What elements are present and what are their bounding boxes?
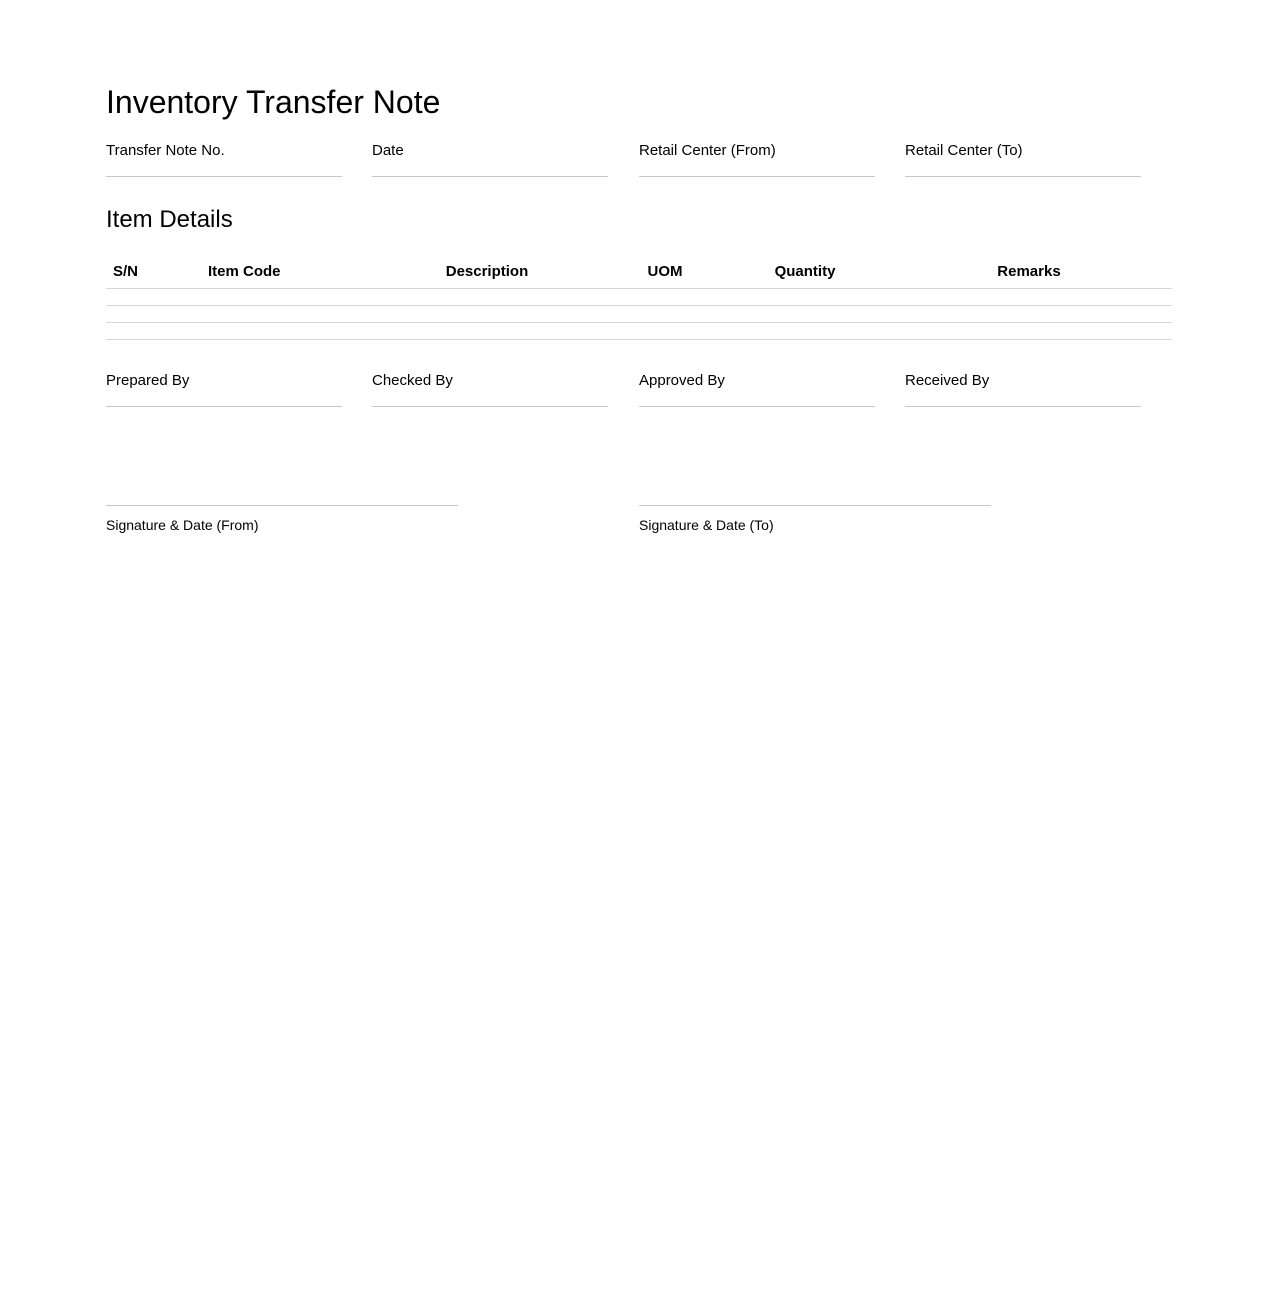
- table-cell[interactable]: [368, 289, 606, 306]
- signature-line-to[interactable]: [639, 505, 991, 533]
- table-cell[interactable]: [886, 289, 1172, 306]
- table-cell[interactable]: [106, 289, 201, 306]
- item-details-table: [106, 255, 1172, 340]
- table-cell[interactable]: [724, 289, 886, 306]
- table-cell[interactable]: [886, 306, 1172, 323]
- table-cell[interactable]: [201, 323, 368, 340]
- table-cell[interactable]: [201, 306, 368, 323]
- table-row: [106, 323, 1172, 340]
- prepared-by-field[interactable]: [106, 371, 342, 407]
- signature-line-from[interactable]: [106, 505, 458, 533]
- retail-center-to-label: Retail Center (To): [905, 142, 1023, 159]
- date-label: Date: [372, 142, 404, 159]
- column-header-description: Description: [368, 255, 606, 289]
- signature-from-label: Signature & Date (From): [106, 517, 259, 533]
- retail-center-from-field[interactable]: [639, 141, 875, 177]
- transfer-note-no-label: Transfer Note No.: [106, 142, 225, 159]
- approved-by-label: Approved By: [639, 372, 725, 389]
- table-cell[interactable]: [724, 323, 886, 340]
- document-title: Inventory Transfer Note: [106, 84, 441, 120]
- checked-by-label: Checked By: [372, 372, 453, 389]
- retail-center-from-label: Retail Center (From): [639, 142, 776, 159]
- table-row: [106, 306, 1172, 323]
- table-cell[interactable]: [368, 306, 606, 323]
- column-header-remarks: Remarks: [886, 255, 1172, 289]
- table-row: [106, 289, 1172, 306]
- retail-center-to-field[interactable]: [905, 141, 1141, 177]
- checked-by-field[interactable]: [372, 371, 608, 407]
- date-field[interactable]: [372, 141, 608, 177]
- table-cell[interactable]: [886, 323, 1172, 340]
- received-by-label: Received By: [905, 372, 990, 389]
- table-cell[interactable]: [606, 289, 724, 306]
- prepared-by-label: Prepared By: [106, 372, 190, 389]
- table-cell[interactable]: [606, 306, 724, 323]
- signature-to-label: Signature & Date (To): [639, 517, 774, 533]
- item-details-title: Item Details: [106, 206, 233, 233]
- approval-fields: [106, 371, 1172, 407]
- column-header-uom: UOM: [606, 255, 724, 289]
- approved-by-field[interactable]: [639, 371, 875, 407]
- received-by-field[interactable]: [905, 371, 1141, 407]
- column-header-item-code: Item Code: [201, 255, 368, 289]
- table-cell[interactable]: [106, 323, 201, 340]
- table-cell[interactable]: [606, 323, 724, 340]
- transfer-note-no-field[interactable]: [106, 141, 342, 177]
- table-header-row: [106, 255, 1172, 289]
- table-cell[interactable]: [724, 306, 886, 323]
- header-fields: [106, 141, 1172, 177]
- table-cell[interactable]: [368, 323, 606, 340]
- table-cell[interactable]: [106, 306, 201, 323]
- column-header-quantity: Quantity: [724, 255, 886, 289]
- table-cell[interactable]: [201, 289, 368, 306]
- column-header-sn: S/N: [106, 255, 201, 289]
